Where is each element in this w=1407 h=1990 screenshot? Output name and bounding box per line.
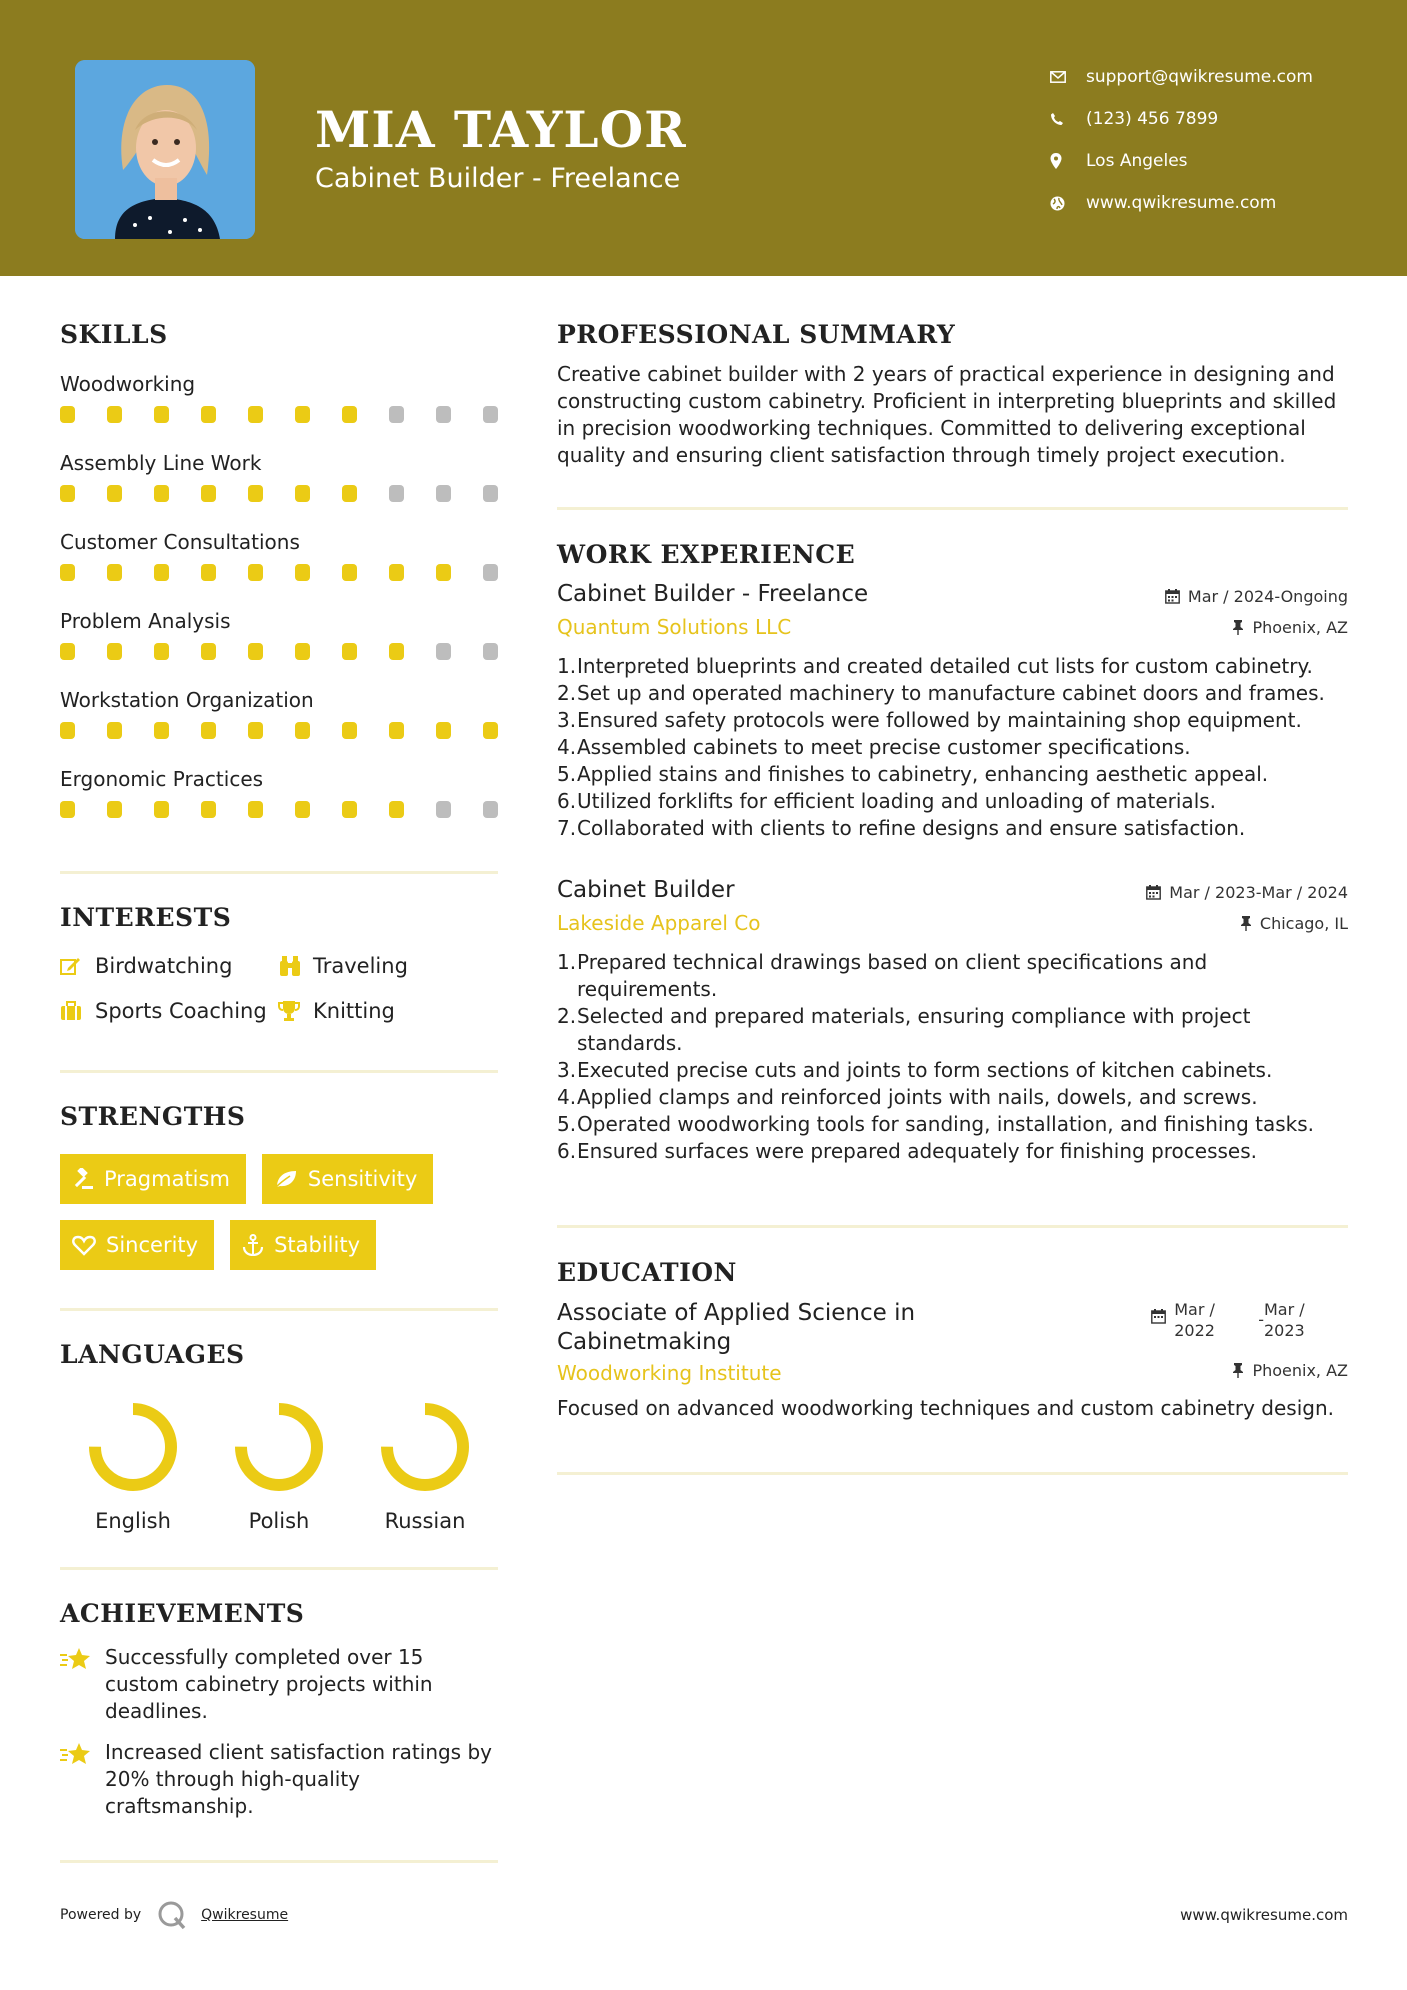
qwikresume-link[interactable]: Qwikresume — [201, 1907, 289, 1923]
calendar-icon — [1151, 1309, 1166, 1324]
skill-name: Woodworking — [60, 372, 196, 396]
interest-label: Sports Coaching — [95, 999, 267, 1023]
rating-dot-empty — [389, 406, 404, 423]
left-column — [60, 320, 498, 1863]
strength-badge — [60, 1154, 246, 1204]
rating-dot-filled — [107, 801, 122, 818]
briefcase-icon — [60, 1001, 95, 1021]
rating-dot-filled — [389, 722, 404, 739]
interests-heading: INTERESTS — [60, 903, 232, 932]
rating-dot-filled — [201, 643, 216, 660]
gavel-icon — [72, 1168, 94, 1190]
interest-item — [60, 998, 278, 1024]
education-description: Focused on advanced woodworking techniques and custom cabinetry design. — [557, 1396, 1334, 1420]
interest-item — [60, 953, 278, 979]
education-location-text: Phoenix, AZ — [1252, 1361, 1348, 1380]
job-date — [1146, 883, 1348, 902]
contact-phone-text: (123) 456 7899 — [1086, 109, 1219, 129]
duty-text: Applied clamps and reinforced joints with nails, dowels, and screws. — [577, 1085, 1258, 1109]
rating-dot-filled — [248, 722, 263, 739]
achievement-text: Successfully completed over 15 custom cabinetry projects within deadlines. — [105, 1645, 433, 1723]
strength-label: Sincerity — [106, 1233, 199, 1257]
education-heading: EDUCATION — [557, 1258, 737, 1287]
envelope-icon — [1050, 71, 1086, 83]
section-divider — [60, 1567, 498, 1570]
rating-dot-filled — [154, 801, 169, 818]
job-title: Cabinet Builder - Freelance — [557, 581, 869, 607]
rating-dot-filled — [295, 801, 310, 818]
rating-dot-filled — [436, 564, 451, 581]
rating-dot-empty — [483, 406, 498, 423]
job-location-text: Chicago, IL — [1259, 914, 1348, 933]
rating-dot-filled — [154, 485, 169, 502]
footer-website[interactable]: www.qwikresume.com — [1180, 1906, 1348, 1924]
pencil-edit-icon — [60, 956, 95, 976]
duty-text: Ensured safety protocols were followed by maintaining shop equipment. — [577, 708, 1302, 732]
education-entry — [557, 1299, 1348, 1422]
achievements-heading: ACHIEVEMENTS — [60, 1599, 305, 1628]
calendar-icon — [1146, 885, 1161, 900]
company-name: Lakeside Apparel Co — [557, 911, 761, 935]
duty-text: Applied stains and finishes to cabinetry, enhancing aesthetic appeal. — [577, 762, 1269, 786]
job-location — [1240, 914, 1348, 933]
rating-dot-filled — [107, 485, 122, 502]
strengths-list — [60, 1154, 498, 1270]
rating-dot-filled — [342, 485, 357, 502]
duty-text: Executed precise cuts and joints to form sections of kitchen cabinets. — [577, 1058, 1273, 1082]
rating-dot-filled — [107, 406, 122, 423]
pushpin-icon — [1232, 1363, 1244, 1378]
language-item — [60, 1399, 206, 1533]
strength-badge — [262, 1154, 433, 1204]
rating-dot-empty — [483, 564, 498, 581]
rating-dot-empty — [483, 801, 498, 818]
achievement-item — [60, 1739, 498, 1820]
candidate-title: Cabinet Builder - Freelance — [315, 163, 681, 194]
phone-icon — [1050, 112, 1086, 126]
language-name: Russian — [384, 1509, 466, 1533]
duty-item: 4. Assembled cabinets to meet precise customer specifications. — [557, 735, 1191, 759]
rating-dot-filled — [154, 406, 169, 423]
rating-dot-empty — [436, 485, 451, 502]
rating-dot-filled — [60, 722, 75, 739]
language-ring — [231, 1399, 327, 1495]
profile-photo — [75, 60, 255, 239]
duty-text: Interpreted blueprints and created detailed cut lists for custom cabinetry. — [577, 654, 1313, 678]
rating-dot-filled — [295, 564, 310, 581]
section-divider — [60, 1860, 498, 1863]
skill-rating — [60, 801, 498, 818]
right-column — [557, 320, 1348, 1475]
star-icon — [60, 1644, 105, 1725]
language-ring — [85, 1399, 181, 1495]
duty-text: Set up and operated machinery to manufacture cabinet doors and frames. — [577, 681, 1325, 705]
skill-name: Workstation Organization — [60, 688, 314, 712]
company-name: Quantum Solutions LLC — [557, 615, 792, 639]
rating-dot-filled — [60, 485, 75, 502]
rating-dot-filled — [201, 564, 216, 581]
powered-by-text: Powered by — [60, 1907, 142, 1923]
rating-dot-filled — [154, 722, 169, 739]
duty-item: 2. Selected and prepared materials, ensuring compliance with project standards. — [557, 1003, 1348, 1057]
duty-item: 6. Ensured surfaces were prepared adequately for finishing processes. — [557, 1139, 1258, 1163]
education-dash: - — [1258, 1310, 1264, 1329]
rating-dot-filled — [248, 801, 263, 818]
rating-dot-empty — [389, 485, 404, 502]
rating-dot-filled — [107, 643, 122, 660]
rating-dot-filled — [295, 722, 310, 739]
duty-item: 7. Collaborated with clients to refine designs and ensure satisfaction. — [557, 816, 1246, 840]
duty-text: Selected and prepared materials, ensuring compliance with project standards. — [577, 1004, 1251, 1055]
interest-label: Birdwatching — [95, 954, 233, 978]
job-date — [1165, 587, 1348, 606]
globe-icon — [1050, 196, 1086, 211]
education-location — [1232, 1361, 1348, 1380]
duty-text: Assembled cabinets to meet precise customer specifications. — [577, 735, 1191, 759]
duty-list — [557, 653, 1348, 842]
pushpin-icon — [1232, 620, 1244, 635]
anchor-icon — [242, 1234, 264, 1256]
skill-rating — [60, 406, 498, 423]
duty-item: 3. Ensured safety protocols were followed by maintaining shop equipment. — [557, 708, 1302, 732]
rating-dot-filled — [60, 406, 75, 423]
location-pin-icon — [1050, 153, 1086, 169]
rating-dot-filled — [60, 801, 75, 818]
job-date-text: Mar / 2023-Mar / 2024 — [1169, 883, 1348, 902]
strength-label: Sensitivity — [307, 1167, 418, 1191]
job-title: Cabinet Builder — [557, 877, 735, 903]
rating-dot-filled — [342, 643, 357, 660]
rating-dot-filled — [295, 485, 310, 502]
skills-list — [60, 372, 498, 818]
rating-dot-filled — [342, 722, 357, 739]
contact-list — [1050, 56, 1380, 224]
rating-dot-filled — [107, 564, 122, 581]
languages-heading: LANGUAGES — [60, 1340, 245, 1369]
degree-title: Associate of Applied Science in Cabinetmaking — [557, 1300, 916, 1355]
rating-dot-filled — [342, 801, 357, 818]
candidate-name: MIA TAYLOR — [315, 100, 687, 159]
contact-phone[interactable] — [1050, 98, 1380, 140]
duty-item: 5. Applied stains and finishes to cabinetry, enhancing aesthetic appeal. — [557, 762, 1269, 786]
job-location — [1232, 618, 1348, 637]
contact-website[interactable] — [1050, 182, 1380, 224]
duty-text: Operated woodworking tools for sanding, installation, and finishing tasks. — [577, 1112, 1315, 1136]
header-banner — [0, 0, 1407, 276]
duty-item: 1. Interpreted blueprints and created detailed cut lists for custom cabinetry. — [557, 654, 1313, 678]
rating-dot-filled — [248, 564, 263, 581]
contact-website-text: www.qwikresume.com — [1086, 193, 1277, 213]
qwikresume-logo-icon — [157, 1900, 187, 1930]
strength-label: Pragmatism — [104, 1167, 230, 1191]
leaf-icon — [274, 1169, 298, 1189]
rating-dot-filled — [107, 722, 122, 739]
skill-rating — [60, 564, 498, 581]
skill-rating — [60, 722, 498, 739]
section-divider — [557, 1225, 1348, 1228]
strengths-heading: STRENGTHS — [60, 1102, 246, 1131]
language-item — [352, 1399, 498, 1533]
strength-badge — [230, 1220, 376, 1270]
duty-text: Prepared technical drawings based on client specifications and requirements. — [577, 950, 1208, 1001]
rating-dot-filled — [483, 722, 498, 739]
rating-dot-filled — [389, 564, 404, 581]
duty-text: Utilized forklifts for efficient loading and unloading of materials. — [577, 789, 1217, 813]
language-name: Polish — [248, 1509, 310, 1533]
interest-item — [278, 998, 498, 1024]
achievement-text: Increased client satisfaction ratings by 20% through high-quality craftsmanship. — [105, 1740, 492, 1818]
rating-dot-filled — [201, 801, 216, 818]
duty-item: 1. Prepared technical drawings based on client specifications and requirements. — [557, 949, 1348, 1003]
skill-rating — [60, 643, 498, 660]
rating-dot-empty — [483, 485, 498, 502]
rating-dot-empty — [436, 406, 451, 423]
rating-dot-filled — [154, 564, 169, 581]
languages-list — [60, 1399, 498, 1533]
skill-name: Assembly Line Work — [60, 451, 262, 475]
section-divider — [60, 1308, 498, 1311]
job-date-text: Mar / 2024-Ongoing — [1187, 587, 1348, 606]
job-location-text: Phoenix, AZ — [1252, 618, 1348, 637]
summary-text: Creative cabinet builder with 2 years of practical experience in designing and constructing custom cabinetry. Proficient in interpreting blueprints and skilled in precision woodworking techniques. Committed to delivering exceptional quality and ensuring client satisfaction through timely project execution. — [557, 362, 1337, 467]
language-name: English — [95, 1509, 171, 1533]
strength-label: Stability — [274, 1233, 361, 1257]
rating-dot-filled — [295, 643, 310, 660]
pushpin-icon — [1240, 916, 1252, 931]
rating-dot-filled — [60, 643, 75, 660]
contact-location-text: Los Angeles — [1086, 151, 1188, 171]
achievement-item — [60, 1644, 498, 1725]
trophy-icon — [278, 1000, 313, 1022]
star-icon — [60, 1739, 105, 1820]
contact-location — [1050, 140, 1380, 182]
rating-dot-filled — [342, 564, 357, 581]
skills-heading: SKILLS — [60, 320, 168, 349]
skill-name: Ergonomic Practices — [60, 767, 264, 791]
duty-item: 3. Executed precise cuts and joints to form sections of kitchen cabinets. — [557, 1058, 1273, 1082]
duty-text: Ensured surfaces were prepared adequately for finishing processes. — [577, 1139, 1258, 1163]
interest-label: Knitting — [313, 999, 395, 1023]
skill-name: Problem Analysis — [60, 609, 231, 633]
rating-dot-filled — [342, 406, 357, 423]
contact-email[interactable] — [1050, 56, 1380, 98]
skill-rating — [60, 485, 498, 502]
rating-dot-filled — [201, 485, 216, 502]
job-entry — [557, 581, 1348, 842]
education-start: Mar / 2022 — [1174, 1300, 1215, 1340]
education-end: Mar / 2023 — [1264, 1300, 1305, 1340]
rating-dot-filled — [60, 564, 75, 581]
job-entry — [557, 877, 1348, 1165]
rating-dot-empty — [436, 643, 451, 660]
rating-dot-filled — [248, 406, 263, 423]
skill-name: Customer Consultations — [60, 530, 300, 554]
heart-icon — [72, 1235, 96, 1256]
rating-dot-filled — [201, 406, 216, 423]
duty-list — [557, 949, 1348, 1165]
education-dates — [1151, 1299, 1318, 1341]
footer-powered-by — [60, 1900, 288, 1930]
summary-heading: PROFESSIONAL SUMMARY — [557, 320, 956, 349]
interest-label: Traveling — [313, 954, 408, 978]
calendar-icon — [1165, 589, 1180, 604]
duty-text: Collaborated with clients to refine designs and ensure satisfaction. — [577, 816, 1246, 840]
section-divider — [60, 1070, 498, 1073]
duty-item: 4. Applied clamps and reinforced joints with nails, dowels, and screws. — [557, 1085, 1258, 1109]
language-item — [206, 1399, 352, 1533]
rating-dot-filled — [201, 722, 216, 739]
rating-dot-filled — [154, 643, 169, 660]
language-ring — [377, 1399, 473, 1495]
rating-dot-empty — [436, 801, 451, 818]
rating-dot-empty — [483, 643, 498, 660]
section-divider — [60, 871, 498, 874]
strength-badge — [60, 1220, 214, 1270]
contact-email-text: support@qwikresume.com — [1086, 67, 1313, 87]
interest-item — [278, 953, 498, 979]
section-divider — [557, 507, 1348, 510]
duty-item: 5. Operated woodworking tools for sanding, installation, and finishing tasks. — [557, 1112, 1315, 1136]
rating-dot-filled — [248, 485, 263, 502]
rating-dot-filled — [389, 643, 404, 660]
rating-dot-filled — [295, 406, 310, 423]
section-divider — [557, 1472, 1348, 1475]
interests-list — [60, 953, 498, 1024]
duty-item: 6. Utilized forklifts for efficient loading and unloading of materials. — [557, 789, 1217, 813]
duty-item: 2. Set up and operated machinery to manufacture cabinet doors and frames. — [557, 681, 1325, 705]
rating-dot-filled — [389, 801, 404, 818]
binoculars-icon — [278, 955, 313, 977]
experience-heading: WORK EXPERIENCE — [557, 540, 856, 569]
rating-dot-filled — [436, 722, 451, 739]
school-name: Woodworking Institute — [557, 1361, 782, 1385]
rating-dot-filled — [248, 643, 263, 660]
